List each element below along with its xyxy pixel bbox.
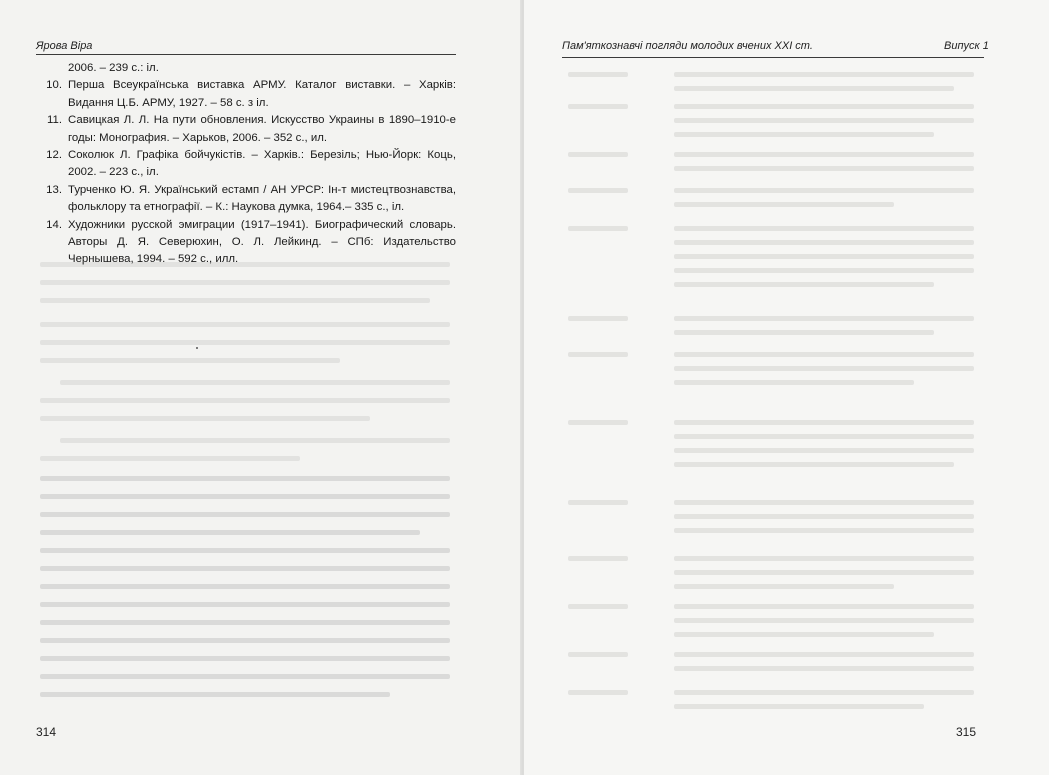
bleed-through-line xyxy=(674,254,974,259)
right-running-header-title: Пам'яткознавчі погляди молодих вчених XXI ст. xyxy=(562,40,813,52)
bleed-through-line xyxy=(674,570,974,575)
bleed-through-line xyxy=(568,500,628,505)
bleed-through-line xyxy=(674,380,914,385)
bleed-through-line xyxy=(674,604,974,609)
bleed-through-line xyxy=(674,86,954,91)
bleed-through-line xyxy=(674,202,894,207)
bleed-through-line xyxy=(40,494,450,499)
bleed-through-line xyxy=(568,690,628,695)
bleed-through-line xyxy=(568,420,628,425)
bibliography-item xyxy=(36,77,456,112)
bleed-through-line xyxy=(40,584,450,589)
bibliography-item-text: Турченко Ю. Я. Український естамп / АН УРСР: Ін-т мистецтвознавства, фольклору та етнографії. – К.: Наукова думка, 1964.– 335 с., іл. xyxy=(68,183,456,214)
bleed-through-line xyxy=(674,500,974,505)
bleed-through-line xyxy=(40,476,450,481)
bleed-through-line xyxy=(674,316,974,321)
bleed-through-line xyxy=(674,226,974,231)
bleed-through-line xyxy=(40,620,450,625)
bleed-through-line xyxy=(674,352,974,357)
bleed-through-line xyxy=(568,152,628,157)
bleed-through-line xyxy=(674,152,974,157)
bleed-through-line xyxy=(568,72,628,77)
bleed-through-line xyxy=(674,618,974,623)
bleed-through-line xyxy=(60,380,450,385)
right-page-number: 315 xyxy=(956,725,977,739)
bleed-through-line xyxy=(568,188,628,193)
bleed-through-line xyxy=(674,584,894,589)
bleed-through-line xyxy=(568,104,628,109)
bleed-through-line xyxy=(40,416,370,421)
bleed-through-line xyxy=(40,456,300,461)
speck xyxy=(196,347,198,349)
bleed-through-line xyxy=(40,322,450,327)
bleed-through-line xyxy=(568,604,628,609)
bleed-through-line xyxy=(568,652,628,657)
bleed-through-line xyxy=(674,704,924,709)
bleed-through-line xyxy=(674,118,974,123)
bibliography-item xyxy=(36,112,456,147)
bibliography-item-number: 12. xyxy=(46,149,62,162)
bleed-through-line xyxy=(674,528,974,533)
bleed-through-line xyxy=(40,548,450,553)
bleed-through-line xyxy=(674,166,974,171)
bleed-through-line xyxy=(674,420,974,425)
bleed-through-line xyxy=(674,556,974,561)
bleed-through-line xyxy=(40,692,390,697)
bleed-through-line xyxy=(674,366,974,371)
bibliography-item-text: Перша Всеукраїнська виставка АРМУ. Каталог виставки. – Харків: Видання Ц.Б. АРМУ, 1927. – 58 с. з іл. xyxy=(68,79,456,109)
bleed-through-line xyxy=(674,690,974,695)
right-running-header-issue: Випуск 1 xyxy=(944,40,989,52)
right-page xyxy=(524,0,1049,775)
left-header-rule xyxy=(36,54,456,55)
bleed-through-line xyxy=(40,566,450,571)
bibliography-item-number: 10. xyxy=(46,79,62,92)
bleed-through-line xyxy=(40,280,450,285)
bibliography-item-text: Савицкая Л. Л. На пути обновления. Искусство Украины в 1890–1910-е годы: Монография. – Харьков, 2006. – 352 с., ил. xyxy=(68,114,456,144)
bleed-through-line xyxy=(674,666,974,671)
bleed-through-line xyxy=(674,268,974,273)
bleed-through-line xyxy=(568,316,628,321)
bleed-through-line xyxy=(40,298,430,303)
bleed-through-line xyxy=(674,72,974,77)
right-header-rule xyxy=(562,57,984,58)
bleed-through-line xyxy=(674,188,974,193)
bibliography-item xyxy=(36,147,456,182)
bibliography-item-number: 13. xyxy=(46,183,62,196)
bleed-through-line xyxy=(40,512,450,517)
bibliography-item-number: 14. xyxy=(46,218,62,231)
bleed-through-line xyxy=(40,656,450,661)
bleed-through-line xyxy=(40,398,450,403)
bibliography-item-text: Соколюк Л. Графіка бойчукістів. – Харків.: Березіль; Нью-Йорк: Коць, 2002. – 223 с., іл. xyxy=(68,149,456,179)
bleed-through-line xyxy=(568,226,628,231)
left-page-number: 314 xyxy=(36,725,57,739)
bleed-through-line xyxy=(40,674,450,679)
bleed-through-line xyxy=(674,652,974,657)
bleed-through-line xyxy=(40,602,450,607)
bleed-through-line xyxy=(60,438,450,443)
bleed-through-line xyxy=(674,462,954,467)
bibliography-item-number: 11. xyxy=(47,114,62,127)
bleed-through-line xyxy=(674,132,934,137)
bibliography-continuation: 2006. – 239 с.: іл. xyxy=(68,62,159,74)
bleed-through-line xyxy=(674,514,974,519)
bibliography-item xyxy=(36,182,456,217)
bleed-through-line xyxy=(674,282,934,287)
bibliography-item xyxy=(36,217,456,269)
bleed-through-line xyxy=(40,358,340,363)
bleed-through-line xyxy=(40,638,450,643)
bleed-through-line xyxy=(674,448,974,453)
bibliography-list xyxy=(36,60,456,269)
bleed-through-line xyxy=(674,104,974,109)
bleed-through-line xyxy=(568,352,628,357)
bleed-through-line xyxy=(674,330,934,335)
bleed-through-line xyxy=(674,632,934,637)
bleed-through-line xyxy=(674,240,974,245)
bibliography-item-text: Художники русской эмиграции (1917–1941). Биографический словарь. Авторы Д. Я. Северюхин, О. Л. Лейкинд. – СПб: Издательство Чернышева, 1994. – 592 с., илл. xyxy=(68,218,456,266)
bleed-through-line xyxy=(674,434,974,439)
bleed-through-line xyxy=(40,530,420,535)
bleed-through-line xyxy=(568,556,628,561)
left-running-header: Ярова Віра xyxy=(36,40,93,52)
left-page xyxy=(0,0,522,775)
bleed-through-line xyxy=(40,340,450,345)
